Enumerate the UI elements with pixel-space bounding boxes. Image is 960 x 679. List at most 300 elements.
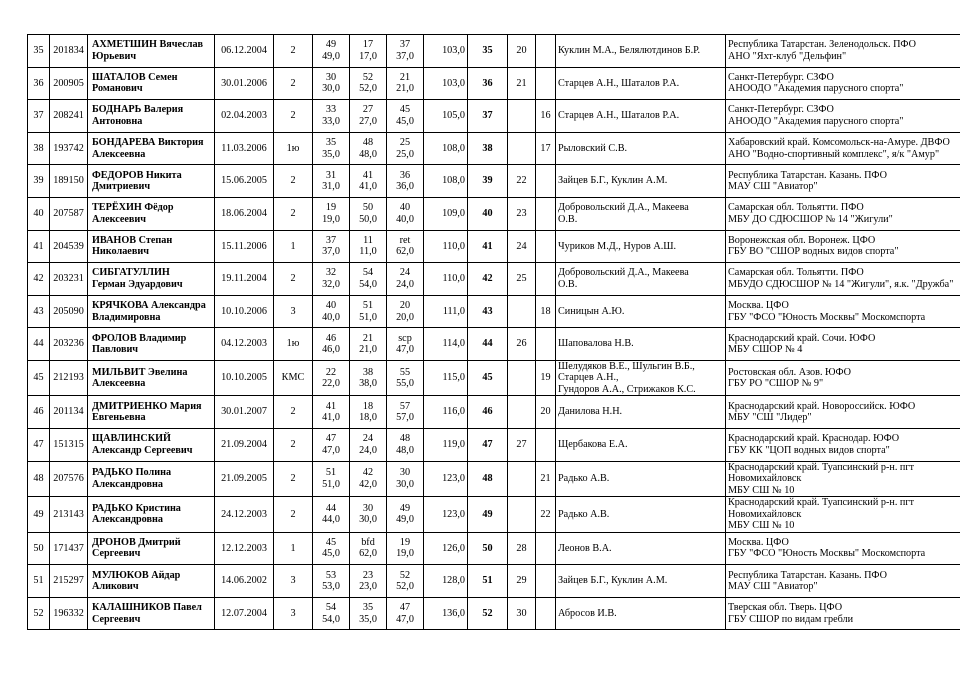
total-points-total-text: 119,0 (442, 439, 465, 451)
sport-rank-cell (274, 328, 313, 361)
overall-place-rank_all-text: 41 (482, 240, 493, 252)
race-2-cell (350, 67, 387, 100)
birth-date-cell (215, 328, 274, 361)
coach-coach1-text: Данилова Н.Н. (558, 406, 623, 418)
table-row (28, 263, 960, 296)
total-points-total-text: 110,0 (442, 273, 465, 285)
sail-id-cell (50, 295, 88, 328)
race-1-r1b-text: 33,0 (322, 115, 340, 127)
organization-org2-text: АНО "Водно-спортивный комплекс", я/к "Амур" (728, 148, 940, 160)
place-place-text: 45 (33, 372, 44, 384)
table-row (28, 429, 960, 462)
race-2-r2a-text: 35 (362, 602, 374, 614)
race-2-cell (350, 360, 387, 396)
race-3-r3b-text: 25,0 (396, 148, 414, 160)
race-3-r3b-text: 21,0 (396, 83, 414, 95)
boys-place-boy_pos-text: 28 (516, 542, 527, 554)
girls-place-cell (536, 396, 556, 429)
total-points-cell (424, 132, 468, 165)
total-points-cell (424, 35, 468, 68)
sport-rank-rank-text: КМС (281, 372, 305, 384)
total-points-total-text: 103,0 (442, 45, 465, 57)
race-2-cell (350, 230, 387, 263)
place-cell (28, 565, 50, 598)
race-1-r1a-text: 35 (325, 137, 337, 149)
girls-place-cell (536, 67, 556, 100)
athlete-name-name1-text: КРЯЧКОВА Александра (92, 300, 206, 312)
table-row (28, 295, 960, 328)
table-row (28, 67, 960, 100)
place-cell (28, 197, 50, 230)
coach-coach1-text: Старцев А.Н., Шаталов Р.А. (558, 110, 680, 122)
race-2-r2b-text: 11,0 (359, 246, 377, 258)
boys-place-boy_pos-text: 23 (516, 208, 527, 220)
race-2-cell (350, 197, 387, 230)
athlete-name-name2-text: Сергеевич (92, 613, 141, 625)
organization-org1-text: Москва. ЦФО (728, 300, 789, 312)
overall-place-rank_all-text: 50 (482, 542, 493, 554)
race-3-cell (387, 132, 424, 165)
girls-place-cell (536, 360, 556, 396)
race-3-r3a-text: 20 (399, 300, 411, 312)
coach-coach1-text: Радько А.В. (558, 473, 610, 485)
athlete-name-cell (88, 100, 215, 133)
organization-org1-text: Краснодарский край. Новороссийск. ЮФО (728, 400, 916, 412)
overall-place-rank_all-text: 52 (482, 607, 493, 619)
table-row (28, 328, 960, 361)
overall-place-rank_all-text: 43 (482, 305, 493, 317)
table-row (28, 100, 960, 133)
race-2-cell (350, 429, 387, 462)
boys-place-cell (508, 597, 536, 630)
athlete-name-name2-text: Евгеньевна (92, 412, 146, 424)
organization-org2-text: МБУ СШОР № 4 (728, 344, 803, 356)
birth-date-cell (215, 67, 274, 100)
overall-place-cell (468, 35, 508, 68)
place-place-text: 42 (33, 273, 44, 285)
race-2-r2b-text: 52,0 (359, 83, 377, 95)
overall-place-rank_all-text: 49 (482, 508, 493, 520)
coach-cell (556, 197, 726, 230)
organization-cell (726, 197, 960, 230)
sail-id-id-text: 215297 (53, 575, 84, 587)
race-3-r3b-text: 37,0 (396, 50, 414, 62)
sail-id-id-text: 151315 (53, 439, 84, 451)
race-3-r3a-text: 21 (399, 71, 411, 83)
race-3-r3b-text: 47,0 (396, 344, 414, 356)
overall-place-rank_all-text: 42 (482, 273, 493, 285)
total-points-total-text: 128,0 (442, 575, 465, 587)
coach-coach1-text: Чуриков М.Д., Нуров А.Ш. (558, 240, 677, 252)
place-place-text: 35 (33, 45, 44, 57)
athlete-name-name2-text: Павлович (92, 344, 139, 356)
race-2-cell (350, 100, 387, 133)
boys-place-cell (508, 532, 536, 565)
race-3-r3b-text: 30,0 (396, 478, 414, 490)
overall-place-cell (468, 429, 508, 462)
athlete-name-name1-text: КАЛАШНИКОВ Павел (92, 602, 202, 614)
sport-rank-rank-text: 2 (290, 208, 296, 220)
sail-id-cell (50, 263, 88, 296)
sport-rank-cell (274, 429, 313, 462)
coach-coach2-text: О.В. (558, 213, 578, 225)
organization-org2-text: АНООДО "Академия парусного спорта" (728, 83, 904, 95)
girls-place-cell (536, 295, 556, 328)
race-2-cell (350, 132, 387, 165)
sail-id-id-text: 204539 (53, 240, 84, 252)
sail-id-id-text: 205090 (53, 305, 84, 317)
athlete-name-name2-text: Александровна (92, 514, 163, 526)
athlete-name-name2-text: Алексеевич (92, 213, 147, 225)
place-cell (28, 165, 50, 198)
race-1-r1b-text: 47,0 (322, 444, 340, 456)
coach-coach1-text: Леонов В.А. (558, 542, 612, 554)
sport-rank-cell (274, 132, 313, 165)
boys-place-cell (508, 230, 536, 263)
race-2-r2a-text: 51 (362, 300, 374, 312)
race-3-r3b-text: 36,0 (396, 181, 414, 193)
table-row (28, 165, 960, 198)
girls-place-cell (536, 532, 556, 565)
race-1-r1a-text: 53 (325, 569, 337, 581)
organization-cell (726, 295, 960, 328)
total-points-cell (424, 497, 468, 533)
athlete-name-cell (88, 429, 215, 462)
race-2-r2a-text: 21 (362, 332, 374, 344)
girls-place-cell (536, 429, 556, 462)
organization-org2-text: МБУ ДО СДЮСШОР № 14 "Жигули" (728, 213, 893, 225)
overall-place-rank_all-text: 35 (482, 45, 493, 57)
race-1-r1b-text: 51,0 (322, 478, 340, 490)
sport-rank-cell (274, 532, 313, 565)
race-1-r1b-text: 49,0 (322, 50, 340, 62)
sport-rank-rank-text: 1 (290, 542, 296, 554)
race-1-cell (313, 328, 350, 361)
sport-rank-cell (274, 197, 313, 230)
race-1-r1a-text: 51 (325, 467, 337, 479)
place-place-text: 50 (33, 542, 44, 554)
birth-date-dob-text: 04.12.2003 (221, 338, 267, 350)
overall-place-cell (468, 461, 508, 497)
race-2-r2a-text: 50 (362, 202, 374, 214)
athlete-name-name1-text: ИВАНОВ Степан (92, 234, 173, 246)
overall-place-cell (468, 230, 508, 263)
overall-place-rank_all-text: 36 (482, 77, 493, 89)
total-points-total-text: 103,0 (442, 77, 465, 89)
coach-cell (556, 230, 726, 263)
sail-id-id-text: 171437 (53, 542, 84, 554)
race-2-r2a-text: 17 (362, 39, 374, 51)
birth-date-dob-text: 10.10.2005 (221, 372, 267, 384)
race-3-r3a-text: 37 (399, 39, 411, 51)
sport-rank-rank-text: 2 (290, 175, 296, 187)
girls-place-cell (536, 35, 556, 68)
athlete-name-name1-text: ДМИТРИЕНКО Мария (92, 400, 202, 412)
organization-org1-text: Тверская обл. Тверь. ЦФО (728, 602, 843, 614)
race-2-r2b-text: 51,0 (359, 311, 377, 323)
race-2-r2a-text: 52 (362, 71, 374, 83)
coach-coach1-text: Шаповалова Н.В. (558, 338, 634, 350)
boys-place-boy_pos-text: 27 (516, 439, 527, 451)
race-3-cell (387, 165, 424, 198)
coach-coach2-text: Старцев А.Н., (558, 372, 619, 384)
athlete-name-name1-text: МУЛЮКОВ Айдар (92, 569, 181, 581)
athlete-name-cell (88, 360, 215, 396)
birth-date-dob-text: 11.03.2006 (221, 142, 267, 154)
total-points-total-text: 123,0 (442, 473, 465, 485)
race-2-cell (350, 461, 387, 497)
race-3-r3b-text: 19,0 (396, 548, 414, 560)
overall-place-cell (468, 597, 508, 630)
birth-date-cell (215, 360, 274, 396)
athlete-name-name2-text: Владимировна (92, 311, 161, 323)
boys-place-cell (508, 565, 536, 598)
organization-org2-text: МБУ СШ № 10 (728, 520, 795, 532)
athlete-name-name1-text: СИБГАТУЛЛИН (92, 267, 170, 279)
race-1-r1a-text: 46 (325, 332, 337, 344)
race-2-r2b-text: 30,0 (359, 514, 377, 526)
place-place-text: 40 (33, 208, 44, 220)
race-3-cell (387, 497, 424, 533)
sail-id-cell (50, 67, 88, 100)
athlete-name-cell (88, 295, 215, 328)
race-1-cell (313, 295, 350, 328)
table-row (28, 35, 960, 68)
race-3-r3a-text: 57 (399, 400, 411, 412)
coach-cell (556, 396, 726, 429)
race-1-r1b-text: 40,0 (322, 311, 340, 323)
birth-date-dob-text: 06.12.2004 (221, 45, 267, 57)
race-1-r1a-text: 44 (325, 502, 337, 514)
place-cell (28, 100, 50, 133)
race-2-r2a-text: 30 (362, 502, 374, 514)
race-3-cell (387, 100, 424, 133)
place-place-text: 36 (33, 77, 44, 89)
race-1-cell (313, 597, 350, 630)
race-1-r1a-text: 30 (325, 71, 337, 83)
sail-id-cell (50, 132, 88, 165)
race-3-r3b-text: 24,0 (396, 278, 414, 290)
sail-id-cell (50, 497, 88, 533)
boys-place-boy_pos-text: 20 (516, 45, 527, 57)
race-2-r2a-text: bfd (361, 536, 375, 548)
organization-org1-text: Краснодарский край. Туапсинский р-н. пгт Новомихайловск (728, 461, 914, 485)
race-2-r2b-text: 35,0 (359, 613, 377, 625)
athlete-name-cell (88, 197, 215, 230)
athlete-name-cell (88, 328, 215, 361)
race-3-r3b-text: 45,0 (396, 115, 414, 127)
place-place-text: 48 (33, 473, 44, 485)
organization-cell (726, 429, 960, 462)
overall-place-cell (468, 328, 508, 361)
birth-date-dob-text: 21.09.2005 (221, 473, 267, 485)
organization-cell (726, 230, 960, 263)
boys-place-cell (508, 132, 536, 165)
total-points-cell (424, 165, 468, 198)
boys-place-cell (508, 67, 536, 100)
race-3-r3a-text: 55 (399, 366, 411, 378)
race-3-r3b-text: 48,0 (396, 444, 414, 456)
boys-place-boy_pos-text: 22 (516, 175, 527, 187)
organization-cell (726, 565, 960, 598)
athlete-name-name1-text: БОНДАРЕВА Виктория (92, 137, 204, 149)
organization-cell (726, 360, 960, 396)
sail-id-cell (50, 100, 88, 133)
race-2-r2a-text: 18 (362, 400, 374, 412)
race-3-r3b-text: 40,0 (396, 213, 414, 225)
race-3-r3b-text: 20,0 (396, 311, 414, 323)
sail-id-id-text: 213143 (53, 508, 84, 520)
table-row (28, 532, 960, 565)
sport-rank-rank-text: 1 (290, 240, 296, 252)
place-place-text: 51 (33, 575, 44, 587)
sail-id-id-text: 201134 (53, 406, 84, 418)
race-1-cell (313, 263, 350, 296)
place-cell (28, 328, 50, 361)
race-2-r2a-text: 11 (363, 234, 373, 246)
race-2-cell (350, 165, 387, 198)
athlete-name-cell (88, 461, 215, 497)
birth-date-dob-text: 30.01.2007 (221, 406, 267, 418)
sail-id-id-text: 207587 (53, 208, 84, 220)
race-1-cell (313, 396, 350, 429)
organization-org2-text: ГБУ ВО "СШОР водных видов спорта" (728, 246, 899, 258)
birth-date-cell (215, 461, 274, 497)
birth-date-dob-text: 12.07.2004 (221, 607, 267, 619)
race-1-r1b-text: 35,0 (322, 148, 340, 160)
athlete-name-name1-text: ТЕРЁХИН Фёдор (92, 202, 174, 214)
place-place-text: 49 (33, 508, 44, 520)
sport-rank-rank-text: 1ю (286, 142, 300, 154)
sport-rank-cell (274, 165, 313, 198)
coach-cell (556, 100, 726, 133)
race-3-r3a-text: 24 (399, 267, 411, 279)
coach-cell (556, 565, 726, 598)
total-points-cell (424, 461, 468, 497)
place-place-text: 46 (33, 406, 44, 418)
place-cell (28, 67, 50, 100)
sail-id-cell (50, 165, 88, 198)
race-2-cell (350, 35, 387, 68)
race-2-r2a-text: 41 (362, 169, 374, 181)
coach-coach1-text: Добровольский Д.А., Макеева (558, 202, 689, 214)
total-points-cell (424, 67, 468, 100)
place-cell (28, 360, 50, 396)
race-3-r3b-text: 57,0 (396, 412, 414, 424)
total-points-total-text: 136,0 (442, 607, 465, 619)
total-points-total-text: 105,0 (442, 110, 465, 122)
athlete-name-name1-text: РАДЬКО Полина (92, 467, 172, 479)
overall-place-rank_all-text: 39 (482, 175, 493, 187)
race-3-r3b-text: 62,0 (396, 246, 414, 258)
overall-place-cell (468, 165, 508, 198)
athlete-name-name1-text: ДРОНОВ Дмитрий (92, 536, 181, 548)
athlete-name-name1-text: ФЕДОРОВ Никита (92, 169, 182, 181)
place-cell (28, 532, 50, 565)
organization-org2-text: МБУ "СШ "Лидер" (728, 412, 812, 424)
boys-place-cell (508, 360, 536, 396)
coach-cell (556, 597, 726, 630)
organization-org1-text: Краснодарский край. Краснодар. ЮФО (728, 433, 900, 445)
coach-cell (556, 295, 726, 328)
total-points-total-text: 108,0 (442, 175, 465, 187)
coach-cell (556, 67, 726, 100)
organization-org1-text: Краснодарский край. Туапсинский р-н. пгт Новомихайловск (728, 497, 914, 520)
table-row (28, 197, 960, 230)
race-1-cell (313, 429, 350, 462)
boys-place-boy_pos-text: 26 (516, 338, 527, 350)
total-points-cell (424, 328, 468, 361)
total-points-total-text: 109,0 (442, 208, 465, 220)
athlete-name-name2-text: Сергеевич (92, 548, 141, 560)
birth-date-cell (215, 132, 274, 165)
overall-place-rank_all-text: 51 (482, 575, 493, 587)
sport-rank-cell (274, 497, 313, 533)
race-3-r3b-text: 47,0 (396, 613, 414, 625)
boys-place-cell (508, 295, 536, 328)
race-2-r2b-text: 54,0 (359, 278, 377, 290)
birth-date-cell (215, 165, 274, 198)
organization-cell (726, 132, 960, 165)
race-3-cell (387, 360, 424, 396)
race-3-r3b-text: 52,0 (396, 581, 414, 593)
organization-cell (726, 263, 960, 296)
sport-rank-cell (274, 35, 313, 68)
sail-id-cell (50, 230, 88, 263)
girls-place-cell (536, 263, 556, 296)
coach-coach1-text: Зайцев Б.Г., Куклин А.М. (558, 575, 668, 587)
organization-org1-text: Республика Татарстан. Зеленодольск. ПФО (728, 39, 916, 51)
sport-rank-cell (274, 565, 313, 598)
race-2-r2b-text: 23,0 (359, 581, 377, 593)
race-2-cell (350, 565, 387, 598)
birth-date-cell (215, 230, 274, 263)
athlete-name-name1-text: ФРОЛОВ Владимир (92, 332, 187, 344)
organization-org2-text: АНООДО "Академия парусного спорта" (728, 115, 904, 127)
race-3-cell (387, 565, 424, 598)
place-cell (28, 429, 50, 462)
total-points-cell (424, 100, 468, 133)
race-3-cell (387, 35, 424, 68)
girls-place-cell (536, 461, 556, 497)
place-cell (28, 35, 50, 68)
total-points-cell (424, 360, 468, 396)
race-1-cell (313, 165, 350, 198)
athlete-name-name2-text: Алексеевна (92, 148, 146, 160)
athlete-name-name2-text: Антоновна (92, 115, 143, 127)
table-row (28, 230, 960, 263)
athlete-name-cell (88, 263, 215, 296)
birth-date-dob-text: 24.12.2003 (221, 508, 267, 520)
boys-place-cell (508, 429, 536, 462)
organization-cell (726, 532, 960, 565)
race-2-r2b-text: 17,0 (359, 50, 377, 62)
birth-date-cell (215, 197, 274, 230)
sport-rank-cell (274, 396, 313, 429)
overall-place-cell (468, 295, 508, 328)
total-points-cell (424, 532, 468, 565)
race-3-cell (387, 429, 424, 462)
organization-org2-text: МАУ СШ "Авиатор" (728, 581, 818, 593)
race-1-r1b-text: 45,0 (322, 548, 340, 560)
race-3-cell (387, 461, 424, 497)
race-3-r3a-text: 25 (399, 137, 411, 149)
place-cell (28, 461, 50, 497)
athlete-name-cell (88, 396, 215, 429)
coach-coach2-text: О.В. (558, 278, 578, 290)
race-1-r1a-text: 40 (325, 300, 337, 312)
girls-place-girl_pos-text: 19 (540, 372, 551, 384)
